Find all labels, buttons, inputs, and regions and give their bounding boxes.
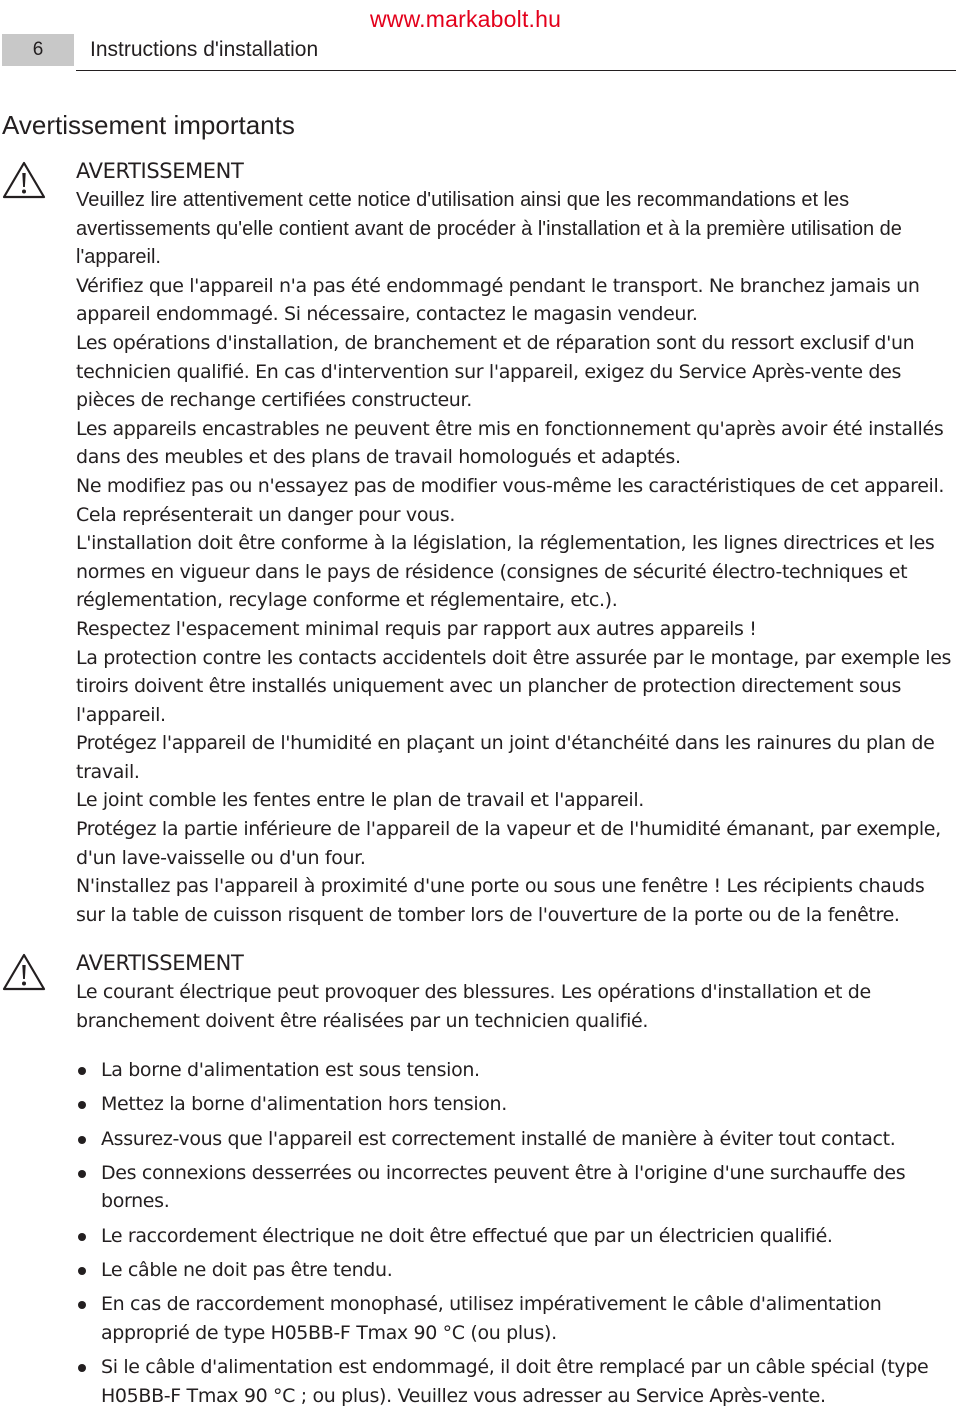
paragraph: Les opérations d'installation, de branchement et de réparation sont du ressort exclusif d'un technicien qualifié. En cas d'intervention sur l'appareil, exigez du Service Après-vente des pièces de rechange certifiées constructeur. [76,331,915,412]
page-number: 6 [2,34,74,66]
bullet-icon [78,1301,86,1309]
list-item [76,1056,956,1085]
warning-heading: AVERTISSEMENT [76,159,244,183]
list-item [76,1159,956,1216]
bullet-list [76,1056,956,1416]
list-item-text: Assurez-vous que l'appareil est correctement installé de manière à éviter tout contact. [101,1127,896,1150]
bullet-icon [78,1136,86,1144]
warning-triangle-icon [2,952,46,992]
list-item [76,1090,956,1119]
warning-triangle-icon [2,160,46,200]
list-item [76,1222,956,1251]
bullet-icon [78,1170,86,1178]
list-item-text: La borne d'alimentation est sous tension. [101,1059,480,1081]
section-title: Avertissement importants [2,110,295,140]
header-title: Instructions d'installation [90,38,319,61]
paragraph: La protection contre les contacts accidentels doit être assurée par le montage, par exemple les tiroirs doivent être installés uniquement avec un plancher de protection directement sous l'appareil. [76,646,952,726]
paragraph: Protégez l'appareil de l'humidité en plaçant un joint d'étanchéité dans les rainures du plan de travail. [76,732,935,783]
warning-block-1 [76,157,956,929]
list-item [76,1256,956,1285]
list-item [76,1353,956,1410]
paragraph: N'installez pas l'appareil à proximité d'une porte ou sous une fenêtre ! Les récipients chauds sur la table de cuisson risquent de tomber lors de l'ouverture de la porte ou de la fenêtre. [76,875,925,926]
bullet-icon [78,1364,86,1372]
warning-intro: Veuillez lire attentivement cette notice d'utilisation ainsi que les recommandations et les avertissements qu'elle contient avant de procéder à l'installation et à la première utilisation de l'appareil. [76,189,902,269]
list-item-text: En cas de raccordement monophasé, utilisez impérativement le câble d'alimentation approprié de type H05BB-F Tmax 90 °C (ou plus). [101,1293,882,1344]
list-item-text: Le câble ne doit pas être tendu. [101,1259,393,1281]
paragraph: Vérifiez que l'appareil n'a pas été endommagé pendant le transport. Ne branchez jamais un appareil endommagé. Si nécessaire, contactez le magasin vendeur. [76,274,920,326]
paragraph: Protégez la partie inférieure de l'appareil de la vapeur et de l'humidité émanant, par exemple, d'un lave-vaisselle ou d'un four. [76,818,941,869]
bullet-icon [78,1101,86,1109]
watermark-url: www.markabolt.hu [370,6,562,32]
bullet-icon [78,1233,86,1241]
list-item-text: Le raccordement électrique ne doit être effectué que par un électricien qualifié. [101,1224,833,1247]
header-divider [76,70,956,71]
warning-text: Le courant électrique peut provoquer des blessures. Les opérations d'installation et de branchement doivent être réalisées par un technicien qualifié. [76,981,871,1032]
paragraph: Les appareils encastrables ne peuvent être mis en fonctionnement qu'après avoir été installés dans des meubles et des plans de travail homologués et adaptés. [76,417,944,469]
paragraph: Le joint comble les fentes entre le plan de travail et l'appareil. [76,789,644,812]
warning-block-2 [76,949,956,1035]
warning-heading: AVERTISSEMENT [76,951,244,975]
list-item [76,1125,956,1154]
paragraph: Respectez l'espacement minimal requis par rapport aux autres appareils ! [76,617,757,640]
paragraph: Ne modifiez pas ou n'essayez pas de modifier vous-même les caractéristiques de cet appareil. Cela représenterait un danger pour vous. [76,474,945,526]
list-item-text: Des connexions desserrées ou incorrectes peuvent être à l'origine d'une surchauffe des bornes. [101,1161,906,1213]
paragraph: L'installation doit être conforme à la législation, la réglementation, les lignes directrices et les normes en vigueur dans le pays de résidence (consignes de sécurité électro-techniques et réglementation, recylage conforme et réglementaire, etc.). [76,532,935,612]
bullet-icon [78,1267,86,1275]
list-item [76,1290,956,1347]
list-item-text: Mettez la borne d'alimentation hors tension. [101,1093,507,1116]
bullet-icon [78,1067,86,1075]
list-item-text: Si le câble d'alimentation est endommagé, il doit être remplacé par un câble spécial (type H05BB-F Tmax 90 °C ; ou plus). Veuillez vous adresser au Service Après-vente. [101,1356,929,1407]
